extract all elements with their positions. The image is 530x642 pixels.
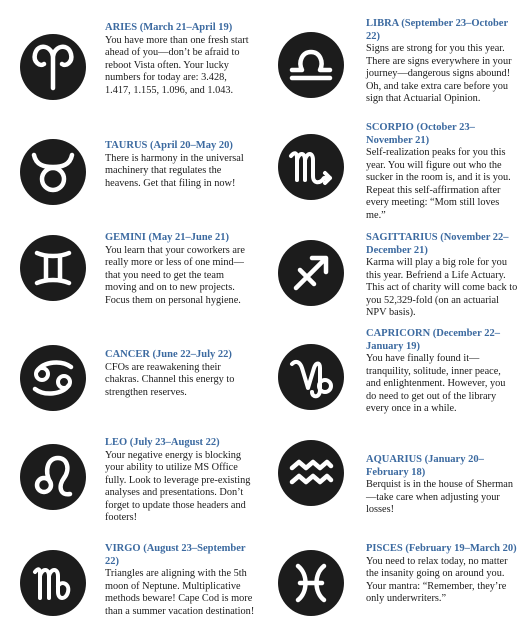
- sign-text: CFOs are reawakening their chakras. Channel this energy to strengthen reserves.: [105, 361, 235, 398]
- cancer-icon: [20, 345, 86, 411]
- sign-text: There is harmony in the universal machinery that regulates the heavens. Get that filing in now!: [105, 152, 244, 189]
- sign-heading: SAGITTARIUS (November 22–December 21): [366, 232, 509, 256]
- taurus-icon: [20, 139, 86, 205]
- sign-text: You learn that your coworkers are really more or less of one mind—that you need to get the team moving and on to new projects. Focus them on personal hygiene.: [105, 244, 245, 306]
- sign-text: Karma will play a big role for you this year. Befriend a Life Actuary. This act of charity will come back to you 52,329-fold (on an actuarial NPV basis).: [366, 257, 518, 319]
- sign-heading: GEMINI (May 21–June 21): [105, 232, 229, 243]
- sign-text: Signs are strong for you this year. There are signs everywhere in your journey—dangerous signs abound! Oh, and take extra care before you sign that Actuarial Opinion.: [366, 43, 512, 105]
- sign-text: You have more than one fresh start ahead of you—don’t be afraid to reboot Vista often. Your lucky numbers for today are: 3.428, 1.417, 1.155, 1.096, and 1.043.: [105, 34, 249, 96]
- sign-heading: CAPRICORN (December 22–January 19): [366, 328, 500, 352]
- capricorn-icon: [278, 344, 344, 410]
- sagittarius-icon: [278, 240, 344, 306]
- pisces-icon: [278, 550, 344, 616]
- aquarius-icon: [278, 440, 344, 506]
- sign-heading: TAURUS (April 20–May 20): [105, 140, 233, 151]
- aries-icon: [20, 34, 86, 100]
- sign-text: You need to relax today, no matter the insanity going on around you. Your mantra: “Remember, they’re only underwriters.”: [366, 555, 508, 605]
- libra-icon: [278, 32, 344, 98]
- sign-heading: SCORPIO (October 23–November 21): [366, 122, 475, 146]
- sign-heading: ARIES (March 21–April 19): [105, 22, 233, 33]
- sign-heading: LIBRA (September 23–October 22): [366, 18, 508, 42]
- sign-heading: VIRGO (August 23–September 22): [105, 543, 246, 567]
- sign-heading: PISCES (February 19–March 20): [366, 543, 517, 554]
- gemini-icon: [20, 235, 86, 301]
- virgo-icon: [20, 550, 86, 616]
- sign-text: Self-realization peaks for you this year. You will figure out who the sucker in the room is, and it is you. Repeat this self-affirmation after every meeting: “Mom still loves me.”: [366, 147, 511, 221]
- right-column: [265, 0, 530, 642]
- leo-icon: [20, 444, 86, 510]
- sign-text: You have finally found it—tranquility, solitude, inner peace, and enlightenment. However, you do need to get out of the library every once in a while.: [366, 353, 506, 415]
- sign-text: Triangles are aligning with the 5th moon of Neptune. Multiplicative methods beware! Cape Cod is more than a summer vacation destination!: [105, 568, 255, 617]
- scorpio-icon: [278, 134, 344, 200]
- sign-heading: CANCER (June 22–July 22): [105, 349, 232, 360]
- sign-heading: LEO (July 23–August 22): [105, 437, 220, 448]
- sign-text: Your negative energy is blocking your ability to utilize MS Office fully. Look to leverage pre-existing analyses and presentations. Don’t forget to update those headers and footers!: [105, 449, 251, 524]
- sign-heading: AQUARIUS (January 20–February 18): [366, 454, 484, 478]
- sign-text: Berquist is in the house of Sherman—take care when adjusting your losses!: [366, 479, 513, 516]
